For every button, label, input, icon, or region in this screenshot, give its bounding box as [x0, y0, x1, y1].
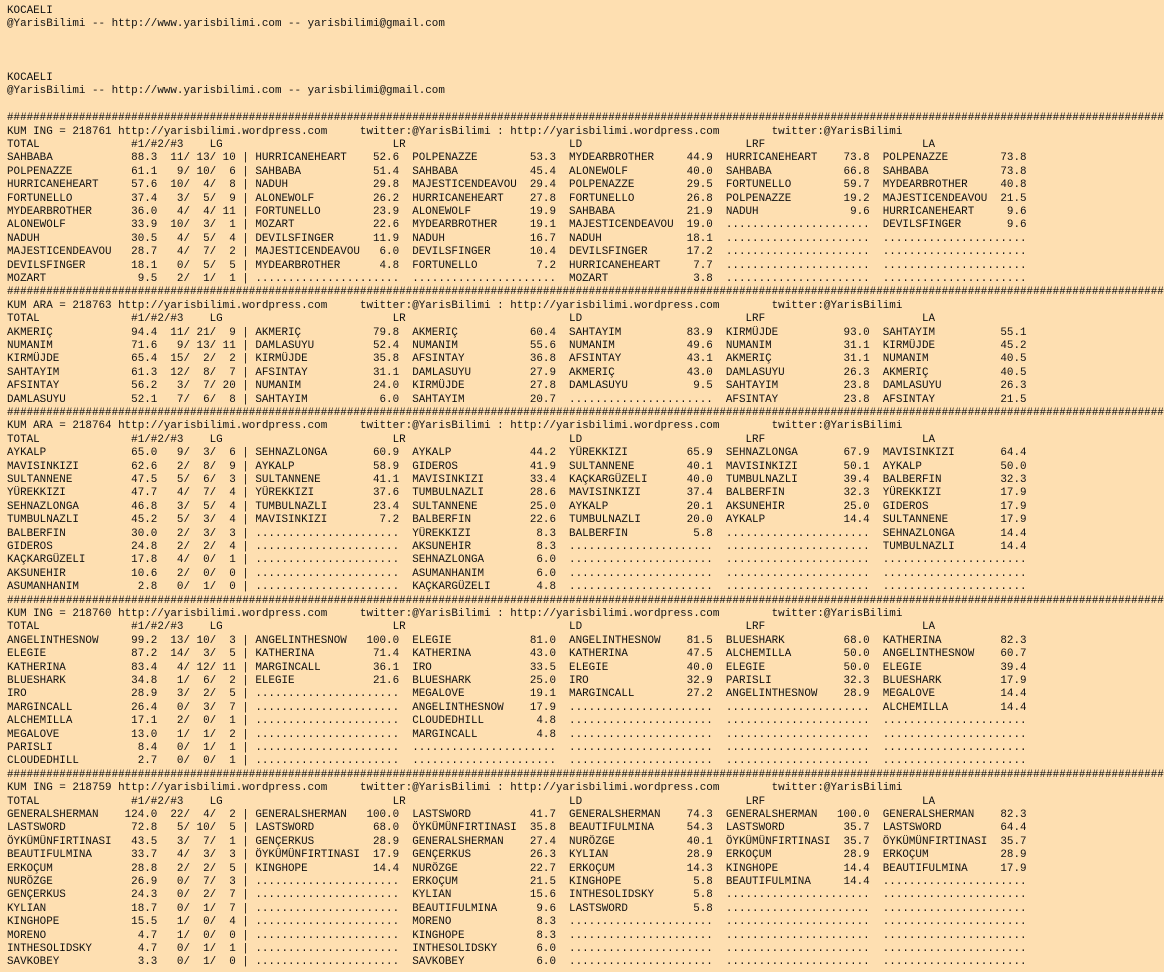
- text-line: YÜREKKIZI 47.7 4/ 7/ 4 | YÜREKKIZI 37.6 TUMBULNAZLI 28.6 MAVISINKIZI 37.4 BALBERFIN 32.3 YÜREKKIZI 17.9: [7, 487, 1027, 500]
- text-line: ERKOÇUM 28.8 2/ 2/ 5 | KINGHOPE 14.4 NURÖZGE 22.7 ERKOÇUM 14.3 KINGHOPE 14.4 BEAUTIFULMINA 17.9: [7, 862, 1027, 875]
- text-line: KOCAELI: [7, 72, 53, 84]
- text-line: POLPENAZZE 61.1 9/ 10/ 6 | SAHBABA 51.4 SAHBABA 45.4 ALONEWOLF 40.0 SAHBABA 66.8 SAHBABA 73.8: [7, 165, 1027, 178]
- text-line: DAMLASUYU 52.1 7/ 6/ 8 | SAHTAYIM 6.0 SAHTAYIM 20.7 ...................... AFSINTAY 23.8 AFSINTAY 21.5: [7, 393, 1027, 406]
- text-line: TOTAL #1/#2/#3 LG LR LD LRF LA: [7, 621, 936, 634]
- text-line: ALONEWOLF 33.9 10/ 3/ 1 | MOZART 22.6 MYDEARBROTHER 19.1 MAJESTICENDEAVOU 19.0 ...................... DEVILSFINGER 9.6: [7, 219, 1027, 232]
- text-line: KUM ING = 218760 http://yarisbilimi.wordpress.com twitter:@YarisBilimi : http://yarisbilimi.wordpress.com twitter:@YarisBilimi: [7, 608, 903, 620]
- text-line: TOTAL #1/#2/#3 LG LR LD LRF LA: [7, 433, 936, 446]
- text-line: SEHNAZLONGA 46.8 3/ 5/ 4 | TUMBULNAZLI 23.4 SULTANNENE 25.0 AYKALP 20.1 AKSUNEHIR 25.0 GIDEROS 17.9: [7, 500, 1027, 513]
- text-line: MAVISINKIZI 62.6 2/ 8/ 9 | AYKALP 58.9 GIDEROS 41.9 SULTANNENE 40.1 MAVISINKIZI 50.1 AYKALP 50.0: [7, 460, 1027, 473]
- text-line: LASTSWORD 72.8 5/ 10/ 5 | LASTSWORD 68.0 ÖYKÜMÜNFIRTINASI 35.8 BEAUTIFULMINA 54.3 LASTSWORD 35.7 LASTSWORD 64.4: [7, 822, 1027, 835]
- text-line: BEAUTIFULMINA 33.7 4/ 3/ 3 | ÖYKÜMÜNFIRTINASI 17.9 GENÇERKUS 26.3 KYLIAN 28.9 ERKOÇUM 28.9 ERKOÇUM 28.9: [7, 849, 1027, 862]
- text-line: KOCAELI: [7, 5, 53, 17]
- text-line: BALBERFIN 30.0 2/ 3/ 3 | ...................... YÜREKKIZI 8.3 BALBERFIN 5.8 ...................... SEHNAZLONGA 14.4: [7, 527, 1027, 540]
- text-line: NUMANIM 71.6 9/ 13/ 11 | DAMLASUYU 52.4 NUMANIM 55.6 NUMANIM 49.6 NUMANIM 31.1 KIRMÜJDE 45.2: [7, 340, 1027, 352]
- text-line: INTHESOLIDSKY 4.7 0/ 1/ 1 | ...................... INTHESOLIDSKY 6.0 ...................... ...................... ......................: [7, 943, 1027, 955]
- text-line: KIRMÜJDE 65.4 15/ 2/ 2 | KIRMÜJDE 35.8 AFSINTAY 36.8 AFSINTAY 43.1 AKMERIÇ 31.1 NUMANIM 40.5: [7, 353, 1027, 366]
- text-line: TUMBULNAZLI 45.2 5/ 3/ 4 | MAVISINKIZI 7.2 BALBERFIN 22.6 TUMBULNAZLI 20.0 AYKALP 14.4 SULTANNENE 17.9: [7, 514, 1027, 527]
- text-line: TOTAL #1/#2/#3 LG LR LD LRF LA: [7, 313, 936, 326]
- text-line: MARGINCALL 26.4 0/ 3/ 7 | ...................... ANGELINTHESNOW 17.9 ...................... ...................... ALCHEMILLA 14.4: [7, 701, 1027, 714]
- text-line: SULTANNENE 47.5 5/ 6/ 3 | SULTANNENE 41.1 MAVISINKIZI 33.4 KAÇKARGÜZELI 40.0 TUMBULNAZLI 39.4 BALBERFIN 32.3: [7, 474, 1027, 486]
- separator-line: #################################################################################################################################################################################: [7, 112, 1164, 125]
- text-line: AKSUNEHIR 10.6 2/ 0/ 0 | ...................... ASUMANHANIM 6.0 ...................... ...................... ......................: [7, 567, 1027, 580]
- text-line: @YarisBilimi -- http://www.yarisbilimi.com -- yarisbilimi@gmail.com: [7, 18, 445, 31]
- text-line: KUM ARA = 218763 http://yarisbilimi.wordpress.com twitter:@YarisBilimi : http://yarisbilimi.wordpress.com twitter:@YarisBilimi: [7, 299, 903, 312]
- text-line: MEGALOVE 13.0 1/ 1/ 2 | ...................... MARGINCALL 4.8 ...................... ...................... ......................: [7, 728, 1027, 741]
- text-line: KUM ING = 218759 http://yarisbilimi.wordpress.com twitter:@YarisBilimi : http://yarisbilimi.wordpress.com twitter:@YarisBilimi: [7, 782, 903, 795]
- text-line: SAHBABA 88.3 11/ 13/ 10 | HURRICANEHEART 52.6 POLPENAZZE 53.3 MYDEARBROTHER 44.9 HURRICANEHEART 73.8 POLPENAZZE 73.8: [7, 152, 1027, 165]
- text-line: TOTAL #1/#2/#3 LG LR LD LRF LA: [7, 139, 936, 151]
- text-line: ELEGIE 87.2 14/ 3/ 5 | KATHERINA 71.4 KATHERINA 43.0 KATHERINA 47.5 ALCHEMILLA 50.0 ANGELINTHESNOW 60.7: [7, 648, 1027, 661]
- text-line: ANGELINTHESNOW 99.2 13/ 10/ 3 | ANGELINTHESNOW 100.0 ELEGIE 81.0 ANGELINTHESNOW 81.5 BLUESHARK 68.0 KATHERINA 82.3: [7, 634, 1027, 647]
- text-line: @YarisBilimi -- http://www.yarisbilimi.com -- yarisbilimi@gmail.com: [7, 85, 445, 98]
- text-line: KAÇKARGÜZELI 17.8 4/ 0/ 1 | ...................... SEHNAZLONGA 6.0 ...................... ...................... ......................: [7, 554, 1027, 567]
- text-line: ÖYKÜMÜNFIRTINASI 43.5 3/ 7/ 1 | GENÇERKUS 28.9 GENERALSHERMAN 27.4 NURÖZGE 40.1 ÖYKÜMÜNFIRTINASI 35.7 ÖYKÜMÜNFIRTINASI 35.7: [7, 835, 1027, 848]
- text-line: PARISLI 8.4 0/ 1/ 1 | ...................... ...................... ...................... ...................... ......................: [7, 742, 1027, 754]
- text-line: BLUESHARK 34.8 1/ 6/ 2 | ELEGIE 21.6 BLUESHARK 25.0 IRO 32.9 PARISLI 32.3 BLUESHARK 17.9: [7, 675, 1027, 687]
- text-line: AKMERIÇ 94.4 11/ 21/ 9 | AKMERIÇ 79.8 AKMERIÇ 60.4 SAHTAYIM 83.9 KIRMÜJDE 93.0 SAHTAYIM 55.1: [7, 326, 1027, 339]
- text-line: CLOUDEDHILL 2.7 0/ 0/ 1 | ...................... ...................... ...................... ...................... ......................: [7, 755, 1027, 768]
- separator-line: #################################################################################################################################################################################: [7, 594, 1164, 607]
- text-line: KYLIAN 18.7 0/ 1/ 7 | ...................... BEAUTIFULMINA 9.6 LASTSWORD 5.8 ...................... ......................: [7, 902, 1027, 915]
- text-line: SAVKOBEY 3.3 0/ 1/ 0 | ...................... SAVKOBEY 6.0 ...................... ...................... ......................: [7, 956, 1027, 969]
- text-line: NADUH 30.5 4/ 5/ 4 | DEVILSFINGER 11.9 NADUH 16.7 NADUH 18.1 ...................... ......................: [7, 232, 1027, 245]
- text-line: ASUMANHANIM 2.8 0/ 1/ 0 | ...................... KAÇKARGÜZELI 4.8 ...................... ...................... ......................: [7, 581, 1027, 594]
- text-line: AYKALP 65.0 9/ 3/ 6 | SEHNAZLONGA 60.9 AYKALP 44.2 YÜREKKIZI 65.9 SEHNAZLONGA 67.9 MAVISINKIZI 64.4: [7, 447, 1027, 460]
- text-line: AFSINTAY 56.2 3/ 7/ 20 | NUMANIM 24.0 KIRMÜJDE 27.8 DAMLASUYU 9.5 SAHTAYIM 23.8 DAMLASUYU 26.3: [7, 380, 1027, 393]
- text-line: GIDEROS 24.8 2/ 2/ 4 | ...................... AKSUNEHIR 8.3 ...................... ...................... TUMBULNAZLI 14.4: [7, 541, 1027, 553]
- text-line: FORTUNELLO 37.4 3/ 5/ 9 | ALONEWOLF 26.2 HURRICANEHEART 27.8 FORTUNELLO 26.8 POLPENAZZE 19.2 MAJESTICENDEAVOU 21.5: [7, 192, 1027, 205]
- separator-line: #################################################################################################################################################################################: [7, 407, 1164, 419]
- text-line: ALCHEMILLA 17.1 2/ 0/ 1 | ...................... CLOUDEDHILL 4.8 ...................... ...................... ......................: [7, 715, 1027, 728]
- text-line: DEVILSFINGER 18.1 0/ 5/ 5 | MYDEARBROTHER 4.8 FORTUNELLO 7.2 HURRICANEHEART 7.7 ...................... ......................: [7, 259, 1027, 272]
- separator-line: #################################################################################################################################################################################: [7, 768, 1164, 781]
- text-line: KUM ING = 218761 http://yarisbilimi.wordpress.com twitter:@YarisBilimi : http://yarisbilimi.wordpress.com twitter:@YarisBilimi: [7, 125, 903, 138]
- text-line: HURRICANEHEART 57.6 10/ 4/ 8 | NADUH 29.8 MAJESTICENDEAVOU 29.4 POLPENAZZE 29.5 FORTUNELLO 59.7 MYDEARBROTHER 40.8: [7, 179, 1027, 192]
- text-line: KATHERINA 83.4 4/ 12/ 11 | MARGINCALL 36.1 IRO 33.5 ELEGIE 40.0 ELEGIE 50.0 ELEGIE 39.4: [7, 661, 1027, 674]
- text-line: SAHTAYIM 61.3 12/ 8/ 7 | AFSINTAY 31.1 DAMLASUYU 27.9 AKMERIÇ 43.0 DAMLASUYU 26.3 AKMERIÇ 40.5: [7, 366, 1027, 379]
- text-line: MORENO 4.7 1/ 0/ 0 | ...................... KINGHOPE 8.3 ...................... ...................... ......................: [7, 929, 1027, 942]
- text-line: IRO 28.9 3/ 2/ 5 | ...................... MEGALOVE 19.1 MARGINCALL 27.2 ANGELINTHESNOW 28.9 MEGALOVE 14.4: [7, 688, 1027, 701]
- text-line: KUM ARA = 218764 http://yarisbilimi.wordpress.com twitter:@YarisBilimi : http://yarisbilimi.wordpress.com twitter:@YarisBilimi: [7, 420, 903, 433]
- text-line: MOZART 9.5 2/ 1/ 1 | ...................... ...................... MOZART 3.8 ...................... ......................: [7, 273, 1027, 285]
- text-line: MAJESTICENDEAVOU 28.7 4/ 7/ 2 | MAJESTICENDEAVOU 6.0 DEVILSFINGER 10.4 DEVILSFINGER 17.2 ...................... ......................: [7, 246, 1027, 259]
- text-line: KINGHOPE 15.5 1/ 0/ 4 | ...................... MORENO 8.3 ...................... ...................... ......................: [7, 916, 1027, 929]
- text-line: NURÖZGE 26.9 0/ 7/ 3 | ...................... ERKOÇUM 21.5 KINGHOPE 5.8 BEAUTIFULMINA 14.4 ......................: [7, 876, 1027, 888]
- text-line: MYDEARBROTHER 36.0 4/ 4/ 11 | FORTUNELLO 23.9 ALONEWOLF 19.9 SAHBABA 21.9 NADUH 9.6 HURRICANEHEART 9.6: [7, 206, 1027, 218]
- separator-line: #################################################################################################################################################################################: [7, 286, 1164, 299]
- text-line: GENERALSHERMAN 124.0 22/ 4/ 2 | GENERALSHERMAN 100.0 LASTSWORD 41.7 GENERALSHERMAN 74.3 GENERALSHERMAN 100.0 GENERALSHERMAN 82.3: [7, 809, 1027, 821]
- text-line: GENÇERKUS 24.3 0/ 2/ 7 | ...................... KYLIAN 15.6 INTHESOLIDSKY 5.8 ...................... ......................: [7, 889, 1027, 902]
- text-line: TOTAL #1/#2/#3 LG LR LD LRF LA: [7, 795, 936, 808]
